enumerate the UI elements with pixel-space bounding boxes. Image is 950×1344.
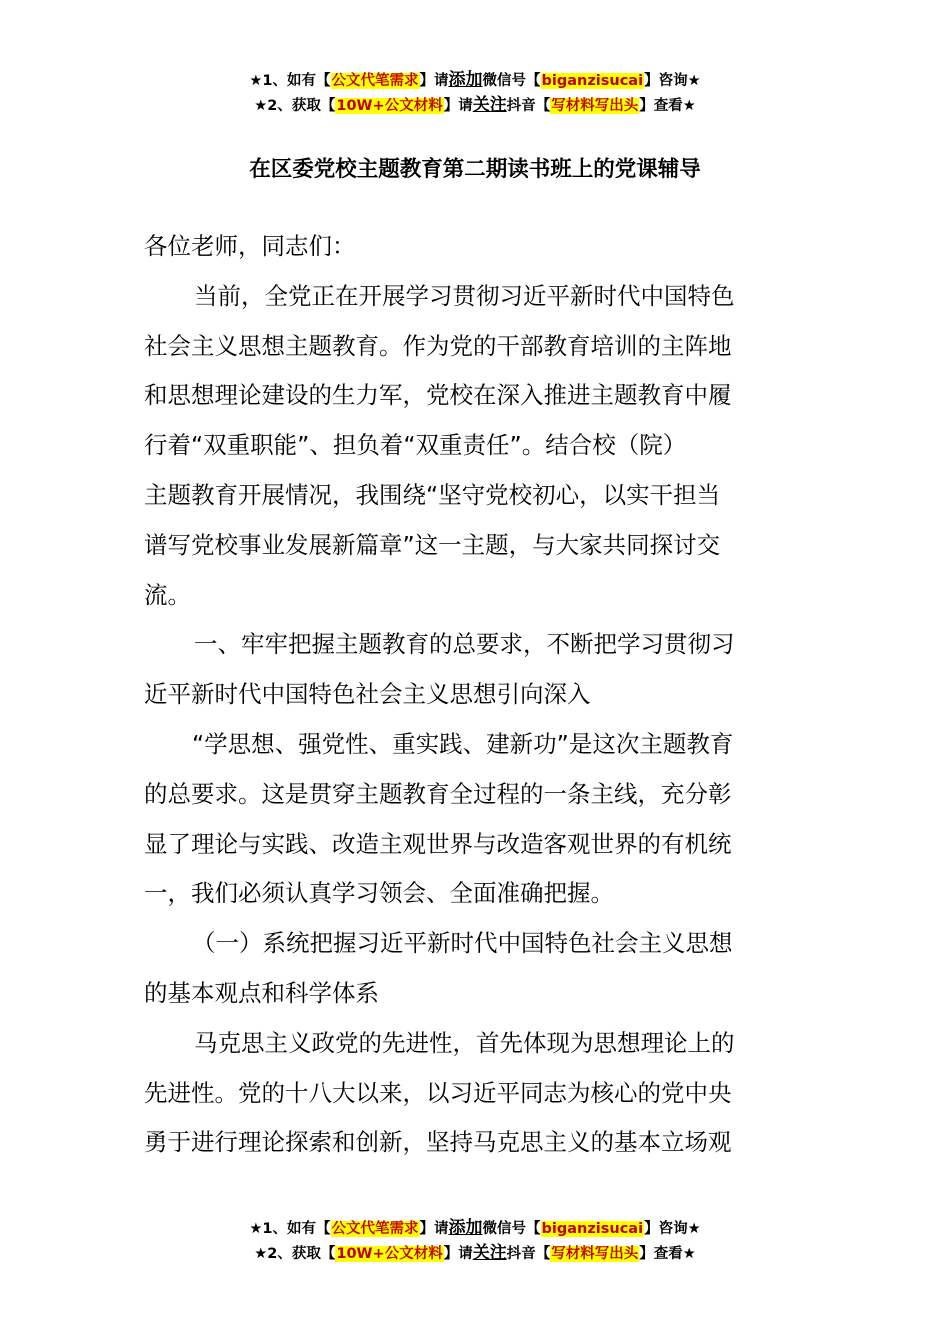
banner-line2-mid2: 抖音【: [506, 98, 551, 114]
banner-line2-mid: 】请: [443, 1246, 473, 1262]
banner-line1-mid2: 微信号【: [482, 1221, 541, 1237]
banner-line1-mid: 】请: [419, 73, 449, 89]
banner-line-2: [0, 1241, 950, 1266]
paragraph-line: 先进性。党的十八大以来，以习近平同志为核心的党中央: [144, 1078, 732, 1107]
banner-line1-underlined: 添加: [448, 1218, 483, 1238]
banner-line2-prefix: ★2、获取【: [254, 98, 336, 114]
banner-line1-highlight-wechat: biganzisucai: [541, 73, 644, 89]
paragraph-line: 谱写党校事业发展新篇章”这一主题，与大家共同探讨交: [144, 530, 721, 559]
section-heading-line: 近平新时代中国特色社会主义思想引向深入: [144, 680, 591, 709]
banner-line2-mid2: 抖音【: [506, 1246, 551, 1262]
subsection-heading-line: 的基本观点和科学体系: [144, 978, 379, 1007]
paragraph-line: 行着“双重职能”、担负着“双重责任”。结合校（院）: [144, 431, 687, 460]
subsection-heading-line: （一）系统把握习近平新时代中国特色社会主义思想: [192, 929, 733, 958]
paragraph-line: 的总要求。这是贯穿主题教育全过程的一条主线，充分彰: [144, 779, 732, 808]
paragraph-line: 社会主义思想主题教育。作为党的干部教育培训的主阵地: [144, 331, 732, 360]
header-banner: [0, 68, 950, 118]
paragraph-line: 当前，全党正在开展学习贯彻习近平新时代中国特色: [194, 281, 735, 310]
paragraph-line: 显了理论与实践、改造主观世界与改造客观世界的有机统: [144, 829, 732, 858]
banner-line1-mid2: 微信号【: [482, 73, 541, 89]
paragraph-line: 勇于进行理论探索和创新，坚持马克思主义的基本立场观: [144, 1128, 732, 1157]
salutation: 各位老师，同志们：: [144, 232, 356, 260]
banner-line2-highlight-douyin: 写材料写出头: [551, 1246, 639, 1262]
banner-line2-prefix: ★2、获取【: [254, 1246, 336, 1262]
banner-line-1: [0, 68, 950, 93]
paragraph-line: 流。: [144, 580, 191, 609]
banner-line1-highlight-service: 公文代笔需求: [331, 73, 419, 89]
document-body: [144, 222, 806, 1168]
banner-line1-mid: 】请: [419, 1221, 449, 1237]
banner-line1-suffix: 】咨询★: [644, 73, 701, 89]
paragraph-line: 和思想理论建设的生力军，党校在深入推进主题教育中履: [144, 381, 732, 410]
banner-line2-highlight-materials: 10W+公文材料: [336, 98, 443, 114]
banner-line2-highlight-materials: 10W+公文材料: [336, 1246, 443, 1262]
banner-line1-prefix: ★1、如有【: [249, 73, 331, 89]
banner-line1-underlined: 添加: [448, 70, 483, 90]
banner-line1-prefix: ★1、如有【: [249, 1221, 331, 1237]
banner-line2-suffix: 】查看★: [639, 98, 696, 114]
banner-line-1: [0, 1216, 950, 1241]
banner-line1-highlight-service: 公文代笔需求: [331, 1221, 419, 1237]
banner-line2-highlight-douyin: 写材料写出头: [551, 98, 639, 114]
paragraph-line: 一，我们必须认真学习领会、全面准确把握。: [144, 879, 614, 908]
banner-line2-underlined: 关注: [472, 95, 507, 115]
banner-line2-mid: 】请: [443, 98, 473, 114]
banner-line1-suffix: 】咨询★: [644, 1221, 701, 1237]
banner-line2-suffix: 】查看★: [639, 1246, 696, 1262]
banner-line2-underlined: 关注: [472, 1243, 507, 1263]
document-title: 在区委党校主题教育第二期读书班上的党课辅导: [249, 157, 701, 182]
banner-line-2: [0, 93, 950, 118]
section-heading-line: 一、牢牢把握主题教育的总要求，不断把学习贯彻习: [194, 630, 735, 659]
paragraph-line: “学思想、强党性、重实践、建新功”是这次主题教育: [192, 729, 734, 758]
footer-banner: [0, 1216, 950, 1266]
banner-line1-highlight-wechat: biganzisucai: [541, 1221, 644, 1237]
paragraph-line: 马克思主义政党的先进性，首先体现为思想理论上的: [194, 1028, 735, 1057]
paragraph-line: 主题教育开展情况，我围绕“坚守党校初心，以实干担当: [144, 480, 721, 509]
